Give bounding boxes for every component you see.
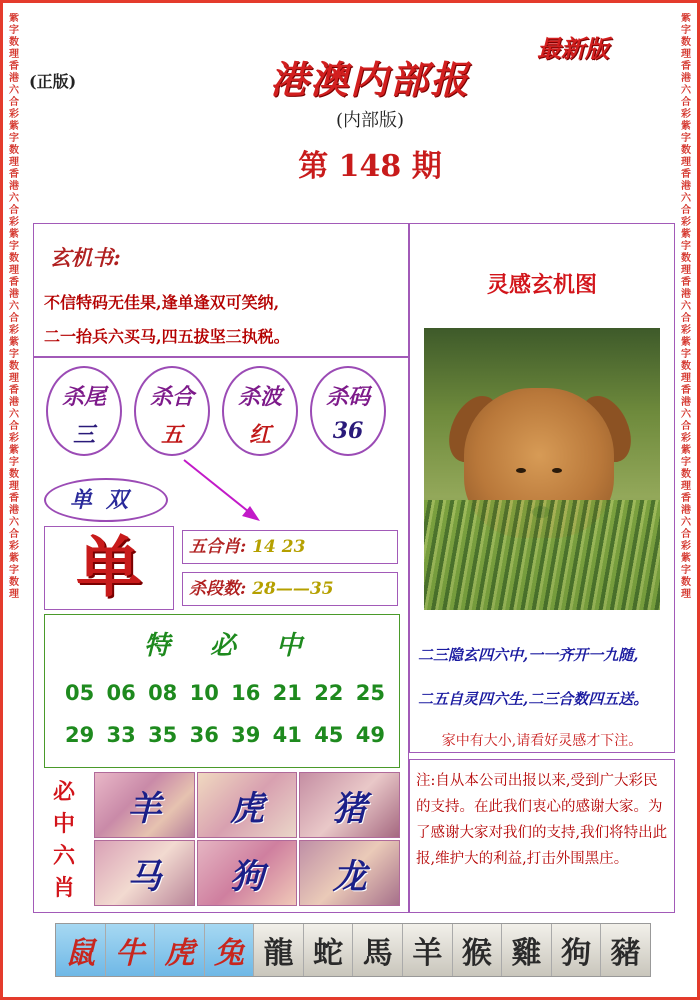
number-row-1 xyxy=(65,681,385,705)
number: 21 xyxy=(272,681,302,705)
zodiac-cell: 兔 xyxy=(205,924,255,976)
number: 05 xyxy=(65,681,95,705)
left-panel xyxy=(33,223,409,913)
number: 29 xyxy=(65,723,95,747)
kill-value: 三 xyxy=(72,422,95,448)
number: 36 xyxy=(189,723,219,747)
number: 35 xyxy=(148,723,178,747)
wuhe-label: 五合肖: xyxy=(189,537,247,557)
pointer-arrow-icon xyxy=(34,224,410,544)
lingan-line-2: 二五自灵四六生,二三合数四五送。 xyxy=(418,690,649,708)
shadan-value: 28——35 xyxy=(252,579,334,599)
grass xyxy=(424,500,660,610)
lingan-line-1: 二三隐玄四六中,一一齐开一九随, xyxy=(418,646,639,664)
zodiac-cell: 虎 xyxy=(155,924,205,976)
kill-value: 五 xyxy=(160,422,183,448)
kill-label: 杀合 xyxy=(149,384,194,410)
zodiac-photo-cell: 猪 xyxy=(299,772,400,838)
number: 39 xyxy=(231,723,261,747)
side-decoration-left: 紫字数理香港六合彩紫字数理香港六合彩紫字数理香港六合彩紫字数理香港六合彩紫字数理香港六合彩紫字数理 xyxy=(9,13,19,600)
kill-value: 36 xyxy=(332,418,364,444)
note-panel xyxy=(409,759,675,913)
zodiac-photo-cell: 虎 xyxy=(197,772,298,838)
poem-line-1: 不信特码无佳果,逢单逢双可笑纳, xyxy=(44,293,280,312)
zodiac-cell: 豬 xyxy=(601,924,650,976)
dog-eye xyxy=(516,468,526,473)
poem-line-2: 二一抬兵六买马,四五拔坚三执税。 xyxy=(44,327,290,346)
danshuang-oval: 单双 xyxy=(44,478,168,522)
zodiac-cell: 猴 xyxy=(453,924,503,976)
zodiac-cell: 牛 xyxy=(106,924,156,976)
number: 16 xyxy=(231,681,261,705)
zodiac-photo-cell: 狗 xyxy=(197,840,298,906)
zodiac-cell: 馬 xyxy=(353,924,403,976)
kill-label: 杀尾 xyxy=(61,384,106,410)
right-panel xyxy=(409,223,675,753)
kill-label: 杀波 xyxy=(237,384,282,410)
newest-version-badge: 最新版 xyxy=(537,34,609,63)
wuhe-row xyxy=(182,530,398,564)
zodiac-cell: 雞 xyxy=(502,924,552,976)
zodiac-photo-cell: 马 xyxy=(94,840,195,906)
content xyxy=(25,11,681,991)
xuanji-heading: 玄机书: xyxy=(50,245,121,270)
kill-label: 杀码 xyxy=(325,384,370,410)
lingan-heading: 灵感玄机图 xyxy=(486,272,597,298)
number: 45 xyxy=(314,723,344,747)
number: 10 xyxy=(189,681,219,705)
zodiac-cell: 龍 xyxy=(254,924,304,976)
issue-number: 第 148 期 xyxy=(298,149,442,184)
dog-eye xyxy=(552,468,562,473)
puppy-photo xyxy=(424,328,660,610)
zodiac-bar xyxy=(55,923,651,977)
number: 33 xyxy=(106,723,136,747)
shadan-label: 杀段数: xyxy=(189,579,247,599)
bizhong-liuxiao-label: 必中六肖 xyxy=(52,779,75,901)
number: 08 xyxy=(148,681,178,705)
kill-value: 红 xyxy=(248,422,271,448)
zodiac-cell: 蛇 xyxy=(304,924,354,976)
zodiac-photo-cell: 羊 xyxy=(94,772,195,838)
lingan-line-3: 家中有大小,请看好灵感才下注。 xyxy=(441,733,643,749)
note-text: 注:自从本公司出报以来,受到广大彩民的支持。在此我们衷心的感谢大家。为了感谢大家对我们的支持,我们将特出此报,维护大的利益,打击外围黑庄。 xyxy=(416,773,668,867)
zodiac-cell: 狗 xyxy=(552,924,602,976)
number: 22 xyxy=(314,681,344,705)
zhengban-label: (正版) xyxy=(29,72,77,91)
side-decoration-right: 紫字数理香港六合彩紫字数理香港六合彩紫字数理香港六合彩紫字数理香港六合彩紫字数理香港六合彩紫字数理 xyxy=(681,13,691,600)
number: 25 xyxy=(355,681,385,705)
wuhe-value: 14 23 xyxy=(252,537,306,557)
zodiac-cell: 羊 xyxy=(403,924,453,976)
dan-big-box: 单 xyxy=(44,526,174,610)
zodiac-cell: 鼠 xyxy=(56,924,106,976)
number: 49 xyxy=(355,723,385,747)
page-subtitle: (内部版) xyxy=(335,110,405,131)
number: 06 xyxy=(106,681,136,705)
tebizhong-heading: 特必中 xyxy=(143,631,342,661)
number-row-2 xyxy=(65,723,385,747)
shadan-row xyxy=(182,572,398,606)
tebizhong-box xyxy=(44,614,400,768)
number: 41 xyxy=(272,723,302,747)
page-title: 港澳内部报 xyxy=(269,57,470,102)
zodiac-photo-cell: 龙 xyxy=(299,840,400,906)
six-zodiac-grid xyxy=(94,772,400,906)
